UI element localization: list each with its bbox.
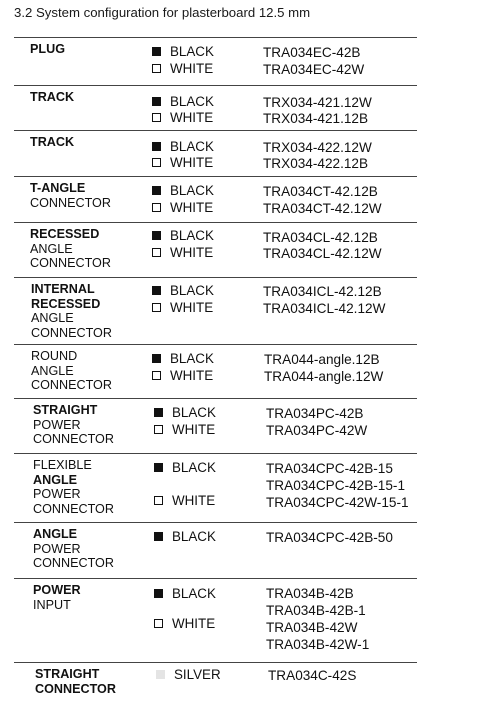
black-swatch-icon [152, 286, 161, 295]
article-code: TRA034B-42B [266, 586, 354, 601]
color-option [154, 586, 216, 602]
article-code: TRA034B-42W [266, 620, 358, 635]
article-code: TRA034ICL-42.12B [263, 284, 382, 299]
color-label: BLACK [172, 460, 216, 475]
article-code: TRA034CPC-42B-50 [266, 530, 393, 545]
color-label: WHITE [170, 155, 214, 170]
color-label: WHITE [170, 300, 214, 315]
color-option [152, 110, 213, 126]
product-name [33, 458, 114, 516]
color-option [152, 44, 214, 60]
product-name-line: PLUG [30, 42, 65, 56]
product-name-line: ANGLE [31, 363, 74, 378]
product-row [14, 277, 417, 340]
product-name-line: CONNECTOR [35, 681, 116, 696]
article-code: TRX034-421.12W [263, 95, 372, 110]
white-swatch-icon [154, 496, 163, 505]
color-label: WHITE [170, 200, 214, 215]
product-row [14, 522, 417, 571]
product-name-line: CONNECTOR [33, 432, 114, 447]
product-name-line: CONNECTOR [30, 195, 111, 210]
page-title: 3.2 System configuration for plasterboard 12.5 mm [14, 5, 311, 20]
color-label: BLACK [170, 351, 214, 366]
color-option [152, 155, 213, 171]
article-code: TRA034CPC-42W-15-1 [266, 495, 409, 510]
article-code: TRA034ICL-42.12W [263, 301, 386, 316]
article-code: TRA034PC-42B [266, 406, 364, 421]
product-name [35, 667, 116, 696]
color-label: BLACK [170, 139, 214, 154]
article-code: TRA034B-42W-1 [266, 637, 370, 652]
product-row [14, 85, 417, 126]
color-label: BLACK [172, 529, 216, 544]
white-swatch-icon [152, 113, 161, 122]
color-option [154, 529, 216, 545]
product-name-line: POWER [33, 487, 81, 502]
product-name-line: RECESSED [31, 296, 101, 311]
article-code: TRA034EC-42W [263, 62, 365, 77]
product-name-line: TRACK [30, 90, 75, 104]
color-label: BLACK [172, 405, 216, 420]
color-label: WHITE [172, 493, 216, 508]
product-name [33, 403, 114, 447]
product-name [30, 227, 111, 271]
color-option [154, 422, 215, 438]
white-swatch-icon [152, 303, 161, 312]
product-row [14, 130, 417, 171]
article-code: TRX034-422.12W [263, 140, 372, 155]
article-code: TRA034PC-42W [266, 423, 368, 438]
product-name [30, 42, 65, 57]
article-code: TRX034-421.12B [263, 111, 369, 126]
product-name-line: FLEXIBLE [33, 458, 92, 472]
color-option [152, 283, 214, 299]
product-name [31, 282, 112, 340]
color-label: WHITE [170, 61, 214, 76]
article-code: TRA034CL-42.12W [263, 246, 382, 261]
article-code: TRA034CPC-42B-15 [266, 461, 393, 476]
product-name-line: ANGLE [33, 527, 78, 541]
color-option [152, 94, 214, 110]
color-option [154, 460, 216, 476]
article-code: TRA034CT-42.12B [263, 184, 378, 199]
color-label: BLACK [170, 228, 214, 243]
product-name-line: POWER [33, 583, 81, 597]
product-name [30, 181, 111, 210]
color-option [152, 300, 213, 316]
product-row [14, 176, 417, 216]
article-code: TRA034CL-42.12B [263, 230, 378, 245]
product-name-line: CONNECTOR [33, 501, 114, 516]
white-swatch-icon [152, 248, 161, 257]
color-label: WHITE [172, 422, 216, 437]
product-row [14, 222, 417, 271]
color-label: BLACK [170, 183, 214, 198]
white-swatch-icon [152, 64, 161, 73]
article-code: TRA034B-42B-1 [266, 603, 366, 618]
white-swatch-icon [152, 371, 161, 380]
product-name [30, 135, 74, 150]
article-code: TRA044-angle.12W [264, 369, 384, 384]
silver-swatch-icon [156, 670, 165, 679]
article-code: TRA034EC-42B [263, 45, 361, 60]
color-label: BLACK [170, 283, 214, 298]
color-option [154, 405, 216, 421]
article-code: TRA034C-42S [268, 668, 357, 683]
color-option [152, 183, 214, 199]
color-option [152, 200, 213, 216]
product-name [30, 90, 74, 105]
product-name-line: RECESSED [30, 227, 100, 241]
product-row [14, 662, 417, 696]
black-swatch-icon [154, 408, 163, 417]
product-name-line: T-ANGLE [30, 181, 86, 195]
product-name-line: INPUT [33, 597, 71, 612]
color-label: BLACK [170, 44, 214, 59]
white-swatch-icon [152, 203, 161, 212]
product-name [33, 527, 114, 571]
black-swatch-icon [154, 532, 163, 541]
color-option [152, 228, 214, 244]
color-label: WHITE [170, 245, 214, 260]
product-row [14, 37, 417, 77]
product-row [14, 398, 417, 447]
article-code: TRA034CT-42.12W [263, 201, 382, 216]
black-swatch-icon [152, 97, 161, 106]
color-option [154, 493, 215, 509]
color-option [152, 368, 213, 384]
product-name-line: STRAIGHT [33, 403, 98, 417]
product-name-line: CONNECTOR [31, 325, 112, 340]
article-code: TRA044-angle.12B [264, 352, 380, 367]
black-swatch-icon [152, 231, 161, 240]
article-code: TRA034CPC-42B-15-1 [266, 478, 406, 493]
product-name [31, 349, 112, 393]
color-label: SILVER [174, 667, 221, 682]
black-swatch-icon [152, 47, 161, 56]
black-swatch-icon [152, 142, 161, 151]
product-name-line: ANGLE [33, 472, 78, 487]
product-name-line: ROUND [31, 349, 78, 363]
article-code: TRX034-422.12B [263, 156, 369, 171]
product-name-line: TRACK [30, 135, 75, 149]
product-row [14, 578, 417, 652]
white-swatch-icon [154, 619, 163, 628]
white-swatch-icon [152, 158, 161, 167]
product-name-line: CONNECTOR [30, 256, 111, 271]
black-swatch-icon [152, 186, 161, 195]
color-option [156, 667, 221, 683]
black-swatch-icon [154, 589, 163, 598]
color-option [152, 245, 213, 261]
product-row [14, 344, 417, 393]
product-name [33, 583, 81, 612]
product-name-line: ANGLE [30, 241, 73, 256]
color-label: WHITE [170, 368, 214, 383]
product-name-line: POWER [33, 417, 81, 432]
product-row [14, 453, 417, 516]
color-label: WHITE [172, 616, 216, 631]
white-swatch-icon [154, 425, 163, 434]
product-name-line: ANGLE [31, 311, 74, 326]
product-name-line: POWER [33, 541, 81, 556]
color-label: BLACK [172, 586, 216, 601]
color-option [152, 61, 213, 77]
product-name-line: CONNECTOR [33, 556, 114, 571]
color-option [154, 616, 215, 632]
black-swatch-icon [154, 463, 163, 472]
color-label: BLACK [170, 94, 214, 109]
black-swatch-icon [152, 354, 161, 363]
product-name-line: INTERNAL [31, 282, 95, 296]
product-name-line: CONNECTOR [31, 378, 112, 393]
product-name-line: STRAIGHT [35, 667, 100, 681]
color-option [152, 351, 214, 367]
color-label: WHITE [170, 110, 214, 125]
color-option [152, 139, 214, 155]
